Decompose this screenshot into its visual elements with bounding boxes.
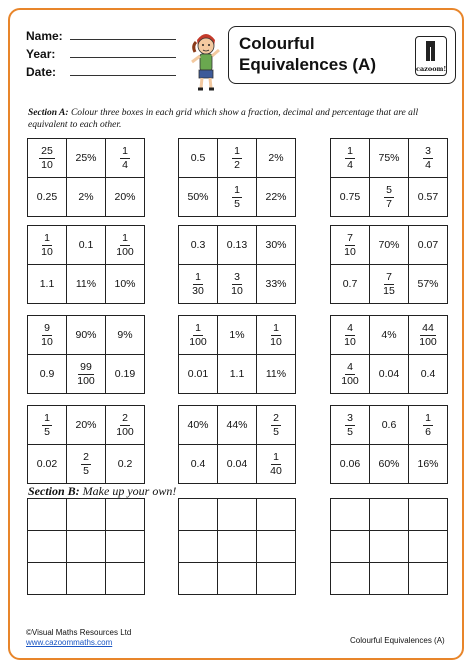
grid-cell[interactable] xyxy=(28,406,67,445)
website-link[interactable]: www.cazoommaths.com xyxy=(26,638,113,647)
grid-cell[interactable] xyxy=(106,355,145,394)
fraction: $\frac{4}{100}$ xyxy=(341,361,359,387)
date-field[interactable] xyxy=(70,75,176,76)
grid-cell[interactable] xyxy=(331,406,370,445)
grid-cell[interactable] xyxy=(67,355,106,394)
cell-value: 33% xyxy=(265,278,287,290)
cell-value: 1% xyxy=(229,329,245,341)
grid-cell[interactable] xyxy=(179,265,218,304)
cell-value: 0.01 xyxy=(187,368,209,380)
grid-cell[interactable] xyxy=(370,226,409,265)
grid-cell[interactable] xyxy=(67,406,106,445)
grid-cell[interactable] xyxy=(106,139,145,178)
cell-value: 4% xyxy=(381,329,397,341)
grid-cell[interactable] xyxy=(331,226,370,265)
grid-cell[interactable] xyxy=(257,265,296,304)
grid-cell[interactable] xyxy=(257,355,296,394)
fraction: $\frac{1}{100}$ xyxy=(116,232,134,258)
grid-cell[interactable] xyxy=(370,406,409,445)
cell-value: 0.1 xyxy=(78,239,94,251)
blank-grid[interactable] xyxy=(27,498,145,595)
section-a-instructions: Section A: Colour three boxes in each grid which show a fraction, decimal and percentage that are all equivalent to each other. xyxy=(28,108,419,130)
cell-value: 1.1 xyxy=(229,368,245,380)
equivalence-grid xyxy=(178,225,296,304)
grid-cell[interactable] xyxy=(67,445,106,484)
cell-value: 9% xyxy=(117,329,133,341)
grid-cell[interactable] xyxy=(67,226,106,265)
grid-cell[interactable] xyxy=(218,226,257,265)
cell-value: 50% xyxy=(187,191,209,203)
worksheet-title: Colourful Equivalences (A) xyxy=(239,34,376,74)
grid-cell[interactable] xyxy=(370,316,409,355)
cell-value: 0.04 xyxy=(226,458,248,470)
cell-value: 0.04 xyxy=(378,368,400,380)
cell-value: 60% xyxy=(378,458,400,470)
grid-cell[interactable] xyxy=(218,178,257,217)
equivalence-grid xyxy=(27,138,145,217)
grid-cell[interactable] xyxy=(179,139,218,178)
cell-value: 0.3 xyxy=(190,239,206,251)
grid-cell[interactable] xyxy=(409,355,448,394)
cell-value: 40% xyxy=(187,419,209,431)
grid-cell[interactable] xyxy=(257,406,296,445)
grid-cell[interactable] xyxy=(409,226,448,265)
cell-value: 20% xyxy=(114,191,136,203)
grid-cell[interactable] xyxy=(67,139,106,178)
fraction: $\frac{1}{30}$ xyxy=(192,271,204,297)
name-label: Name: xyxy=(26,29,63,43)
grid-cell[interactable] xyxy=(67,178,106,217)
equivalence-grid xyxy=(330,315,448,394)
grid-cell[interactable] xyxy=(409,316,448,355)
fraction: $\frac{2}{100}$ xyxy=(116,412,134,438)
blank-grid[interactable] xyxy=(330,498,448,595)
fraction: $\frac{1}{5}$ xyxy=(44,412,50,438)
year-label: Year: xyxy=(26,47,56,61)
fraction: $\frac{9}{10}$ xyxy=(41,322,53,348)
fraction: $\frac{1}{10}$ xyxy=(270,322,282,348)
grid-cell[interactable] xyxy=(370,265,409,304)
grid-cell[interactable] xyxy=(179,445,218,484)
fraction: $\frac{3}{4}$ xyxy=(425,145,431,171)
cell-value: 44% xyxy=(226,419,248,431)
grid-cell[interactable] xyxy=(28,226,67,265)
cell-value: 2% xyxy=(268,152,284,164)
grid-cell[interactable] xyxy=(331,316,370,355)
grid-cell[interactable] xyxy=(28,316,67,355)
grid-cell[interactable] xyxy=(106,445,145,484)
cazoom-logo-icon: cazoom! xyxy=(415,36,447,76)
fraction: $\frac{4}{10}$ xyxy=(344,322,356,348)
grid-cell[interactable] xyxy=(409,178,448,217)
grid-cell[interactable] xyxy=(179,355,218,394)
grid-cell[interactable] xyxy=(106,226,145,265)
cell-value: 10% xyxy=(114,278,136,290)
grid-cell[interactable] xyxy=(409,265,448,304)
cell-value: 0.13 xyxy=(226,239,248,251)
year-field[interactable] xyxy=(70,57,176,58)
equivalence-grid xyxy=(27,315,145,394)
grid-cell[interactable] xyxy=(331,445,370,484)
fraction: $\frac{1}{4}$ xyxy=(347,145,353,171)
fraction: $\frac{7}{10}$ xyxy=(344,232,356,258)
grid-cell[interactable] xyxy=(67,265,106,304)
section-b-instructions: Section B: Make up your own! xyxy=(28,484,177,498)
grid-cell[interactable] xyxy=(28,178,67,217)
grid-cell[interactable] xyxy=(218,445,257,484)
cell-value: 11% xyxy=(265,368,287,380)
grid-cell[interactable] xyxy=(106,265,145,304)
grid-cell[interactable] xyxy=(28,355,67,394)
cell-value: 0.02 xyxy=(36,458,58,470)
equivalence-grid xyxy=(27,225,145,304)
copyright-text: ©Visual Maths Resources Ltd xyxy=(26,628,132,637)
grid-cell[interactable] xyxy=(67,316,106,355)
fraction: $\frac{2}{5}$ xyxy=(83,451,89,477)
fraction: $\frac{1}{4}$ xyxy=(122,145,128,171)
grid-cell[interactable] xyxy=(257,139,296,178)
equivalence-grid xyxy=(178,405,296,484)
grid-cell[interactable] xyxy=(370,445,409,484)
cell-value: 0.75 xyxy=(339,191,361,203)
title-box xyxy=(228,26,456,84)
cell-value: 1.1 xyxy=(39,278,55,290)
fraction: $\frac{3}{5}$ xyxy=(347,412,353,438)
grid-cell[interactable] xyxy=(179,316,218,355)
cell-value: 0.4 xyxy=(420,368,436,380)
cell-value: 0.19 xyxy=(114,368,136,380)
grid-cell[interactable] xyxy=(28,445,67,484)
fraction: $\frac{1}{2}$ xyxy=(234,145,240,171)
cell-value: 30% xyxy=(265,239,287,251)
cell-value: 0.6 xyxy=(381,419,397,431)
grid-cell[interactable] xyxy=(257,226,296,265)
cell-value: 0.07 xyxy=(417,239,439,251)
grid-cell[interactable] xyxy=(179,178,218,217)
cell-value: 20% xyxy=(75,419,97,431)
grid-cell[interactable] xyxy=(409,406,448,445)
grid-cell[interactable] xyxy=(28,139,67,178)
grid-cell[interactable] xyxy=(179,226,218,265)
fraction: $\frac{1}{40}$ xyxy=(270,451,282,477)
grid-cell[interactable] xyxy=(409,139,448,178)
mascot-girl-icon xyxy=(186,26,226,94)
fraction: $\frac{3}{10}$ xyxy=(231,271,243,297)
equivalence-grid xyxy=(178,315,296,394)
equivalence-grid xyxy=(330,138,448,217)
cell-value: 0.2 xyxy=(117,458,133,470)
grid-cell[interactable] xyxy=(409,445,448,484)
grid-cell[interactable] xyxy=(28,265,67,304)
grid-cell[interactable] xyxy=(257,445,296,484)
grid-cell[interactable] xyxy=(370,139,409,178)
cell-value: 0.5 xyxy=(190,152,206,164)
grid-cell[interactable] xyxy=(106,316,145,355)
grid-cell[interactable] xyxy=(218,355,257,394)
cell-value: 57% xyxy=(417,278,439,290)
fraction: $\frac{1}{10}$ xyxy=(41,232,53,258)
grid-cell[interactable] xyxy=(106,406,145,445)
equivalence-grid xyxy=(330,405,448,484)
grid-cell[interactable] xyxy=(331,265,370,304)
cell-value: 0.4 xyxy=(190,458,206,470)
cell-value: 11% xyxy=(75,278,97,290)
fraction: $\frac{1}{100}$ xyxy=(189,322,207,348)
cell-value: 90% xyxy=(75,329,97,341)
equivalence-grid xyxy=(330,225,448,304)
cell-value: 0.06 xyxy=(339,458,361,470)
equivalence-grid xyxy=(178,138,296,217)
name-field[interactable] xyxy=(70,39,176,40)
date-label: Date: xyxy=(26,65,57,79)
fraction: $\frac{2}{5}$ xyxy=(273,412,279,438)
fraction: $\frac{1}{6}$ xyxy=(425,412,431,438)
cell-value: 2% xyxy=(78,191,94,203)
cell-value: 0.57 xyxy=(417,191,439,203)
cell-value: 75% xyxy=(378,152,400,164)
footer-sheet-title: Colourful Equivalences (A) xyxy=(350,636,445,645)
cell-value: 22% xyxy=(265,191,287,203)
blank-grid[interactable] xyxy=(178,498,296,595)
grid-cell[interactable] xyxy=(179,406,218,445)
grid-cell[interactable] xyxy=(218,316,257,355)
fraction: $\frac{7}{15}$ xyxy=(383,271,395,297)
grid-cell[interactable] xyxy=(331,139,370,178)
grid-cell[interactable] xyxy=(331,178,370,217)
cell-value: 0.7 xyxy=(342,278,358,290)
fraction: $\frac{99}{100}$ xyxy=(77,361,95,387)
fraction: $\frac{5}{7}$ xyxy=(386,184,392,210)
cell-value: 0.9 xyxy=(39,368,55,380)
cell-value: 70% xyxy=(378,239,400,251)
grid-cell[interactable] xyxy=(370,355,409,394)
fraction: $\frac{44}{100}$ xyxy=(419,322,437,348)
equivalence-grid xyxy=(27,405,145,484)
grid-cell[interactable] xyxy=(257,178,296,217)
grid-cell[interactable] xyxy=(218,406,257,445)
fraction: $\frac{25}{10}$ xyxy=(41,145,53,171)
grid-cell[interactable] xyxy=(218,139,257,178)
fraction: $\frac{1}{5}$ xyxy=(234,184,240,210)
grid-cell[interactable] xyxy=(331,355,370,394)
cell-value: 25% xyxy=(75,152,97,164)
grid-cell[interactable] xyxy=(257,316,296,355)
grid-cell[interactable] xyxy=(106,178,145,217)
cell-value: 16% xyxy=(417,458,439,470)
grid-cell[interactable] xyxy=(218,265,257,304)
cell-value: 0.25 xyxy=(36,191,58,203)
grid-cell[interactable] xyxy=(370,178,409,217)
